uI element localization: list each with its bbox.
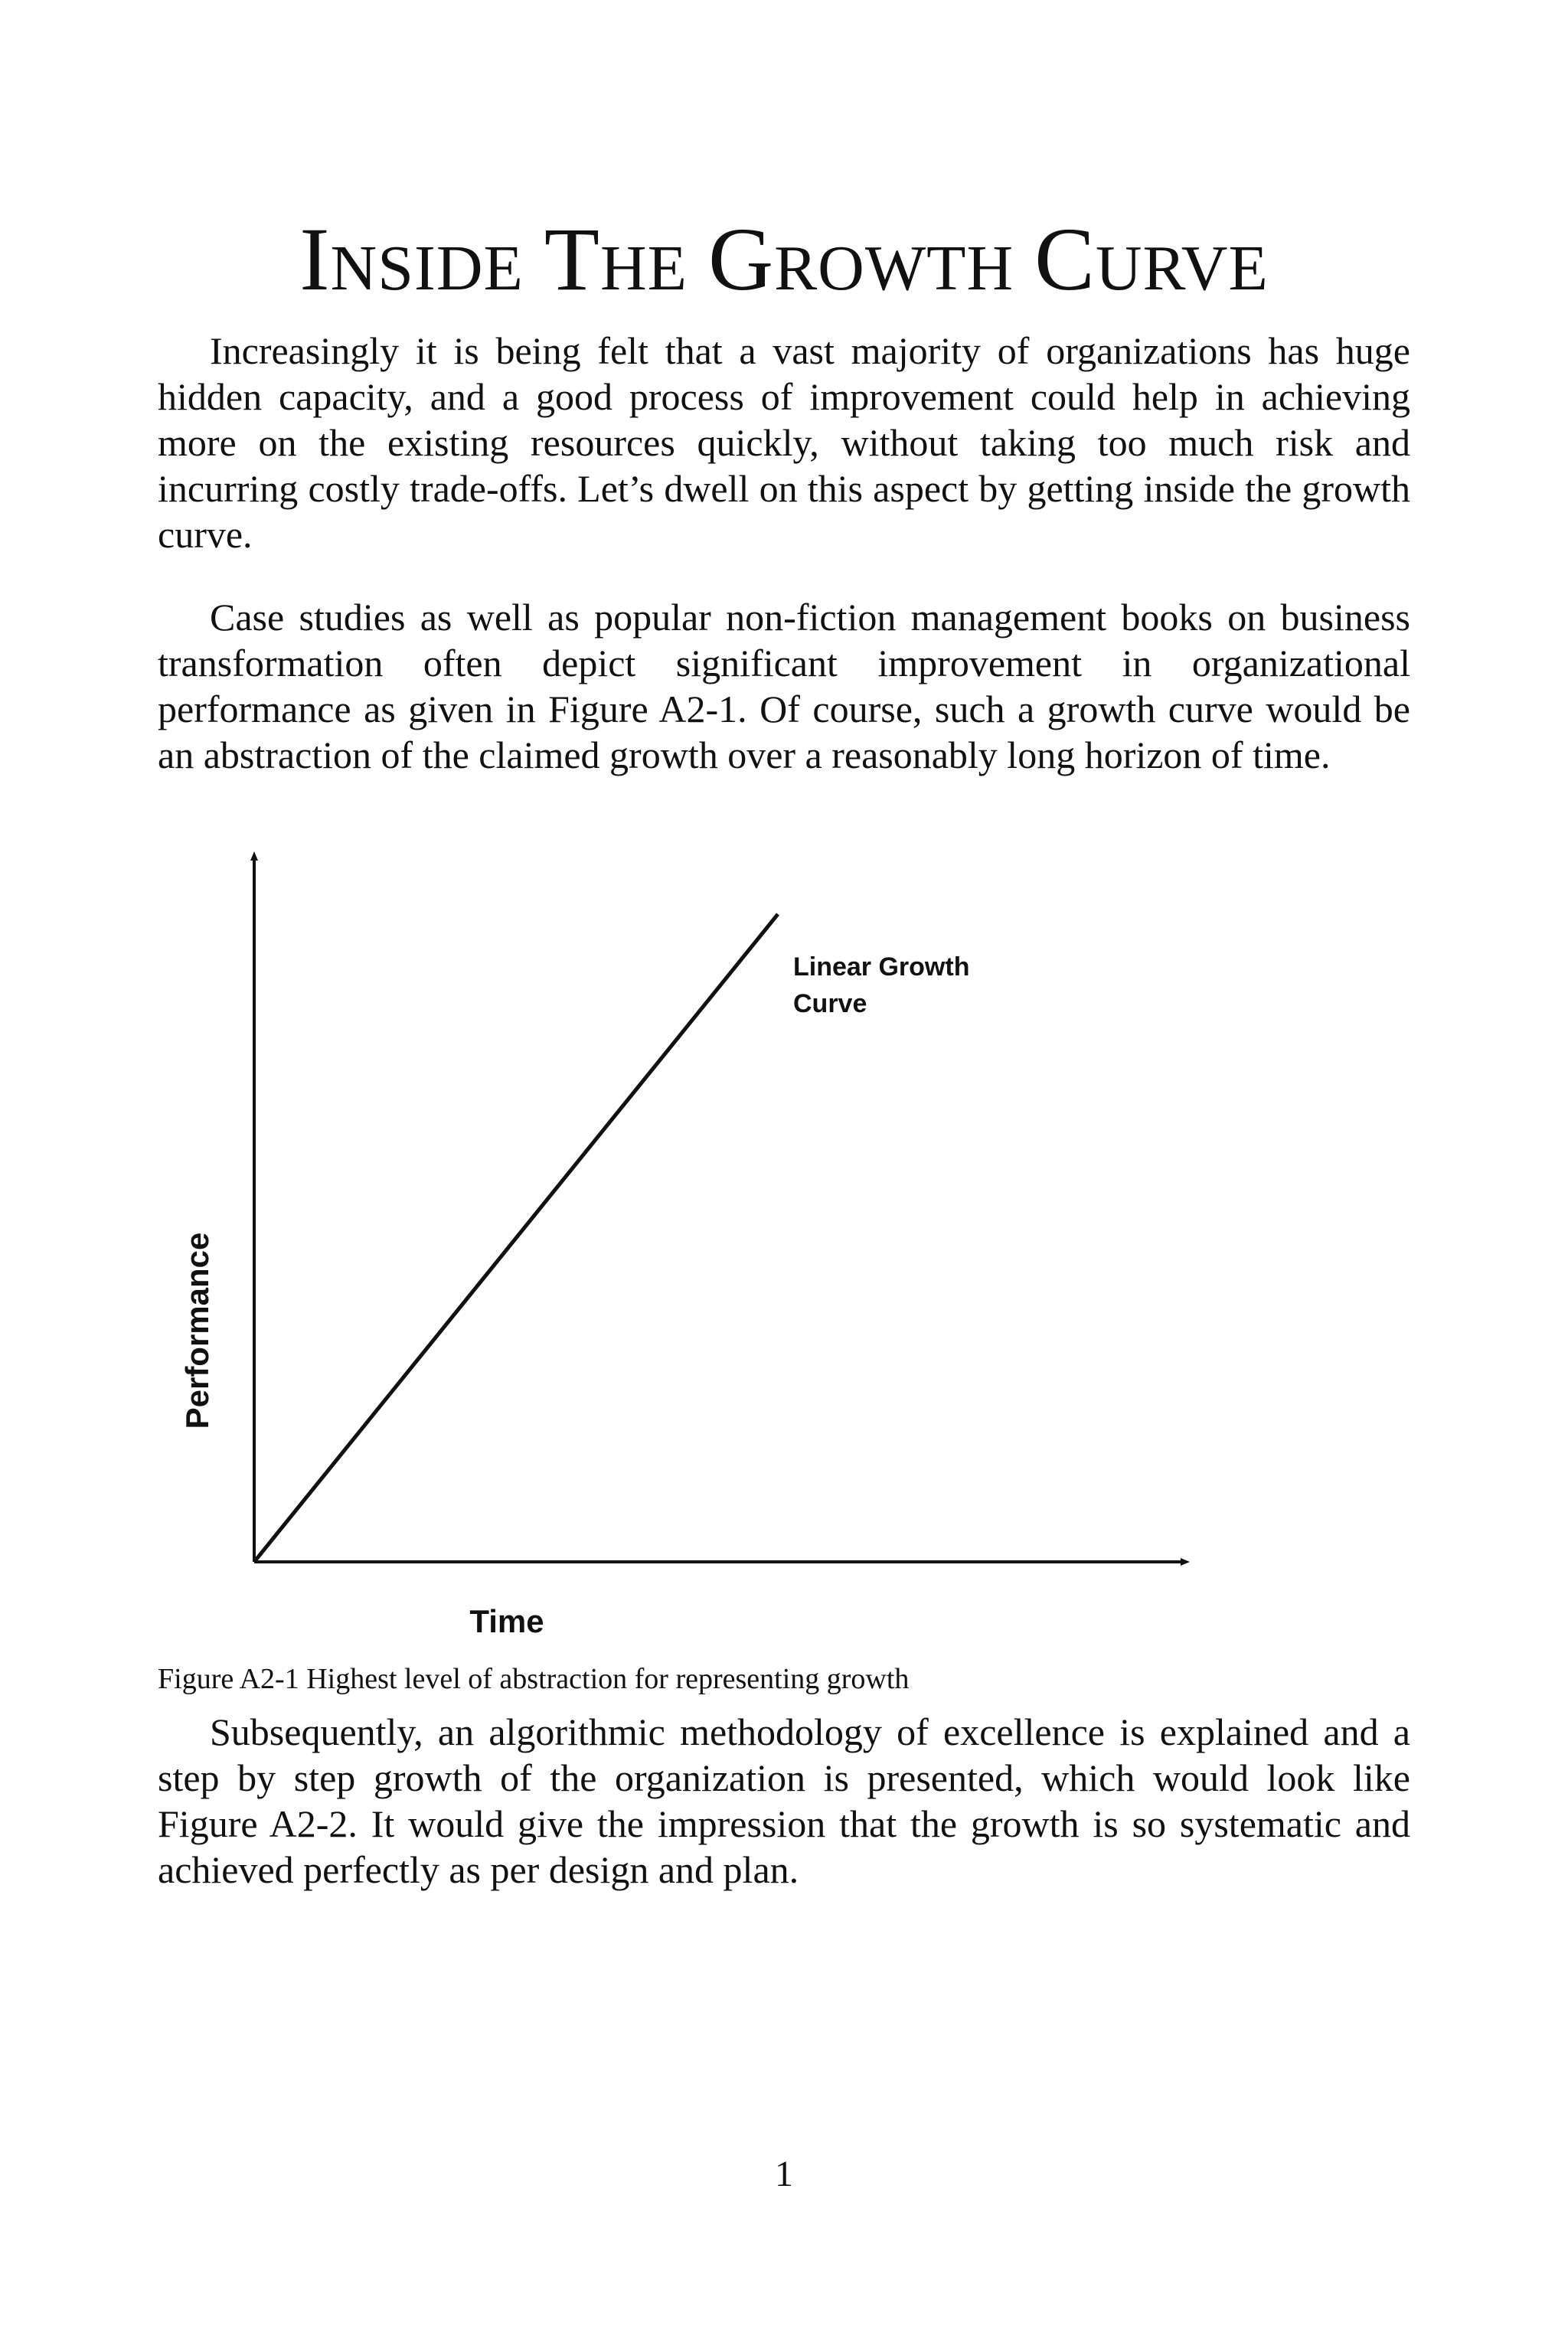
series-label-line-1: Linear Growth bbox=[793, 952, 970, 982]
paragraph-1: Increasingly it is being felt that a vast majority of organizations has huge hidden capacity, and a good process of improvement could help in achieving more on the existing resources quickly, without taking too much risk and incurring costly trade-offs. Let’s dwell on this aspect by getting inside the growth curve. bbox=[158, 329, 1410, 556]
figure-a2-1 bbox=[0, 827, 1568, 1654]
growth-chart bbox=[0, 827, 1568, 1654]
title-word-1: INSIDE bbox=[299, 209, 524, 309]
title-word-3: GROWTH bbox=[707, 209, 1014, 309]
y-axis-label: Performance bbox=[179, 1232, 215, 1429]
paragraph-3: Subsequently, an algorithmic methodology of excellence is explained and a step by step growth of the organization is presented, which would look like Figure A2-2. It would give the impression that the growth is so systematic and achieved perfectly as per design and plan. bbox=[158, 1710, 1410, 1891]
title-word-2: THE bbox=[544, 209, 688, 309]
series-label-line-2: Curve bbox=[793, 989, 867, 1018]
page-title bbox=[0, 205, 1568, 314]
figure-caption: Figure A2-1 Highest level of abstraction for representing growth bbox=[158, 1663, 910, 1695]
title-word-4: CURVE bbox=[1034, 209, 1269, 309]
series-line-1 bbox=[254, 914, 778, 1562]
series-layer bbox=[254, 914, 778, 1562]
paragraph-2: Case studies as well as popular non-fiction management books on business transformation often depict significant improvement in organizational performance as given in Figure A2-1. Of course, such a growth curve would be an abstraction of the claimed growth over a reasonably long horizon of time. bbox=[158, 596, 1410, 776]
page-number: 1 bbox=[775, 2154, 793, 2194]
x-axis-label: Time bbox=[469, 1603, 544, 1639]
